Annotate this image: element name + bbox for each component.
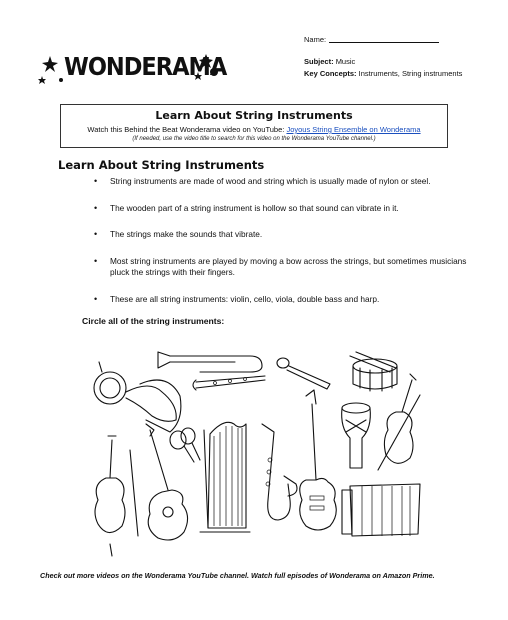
bullet-item: • Most string instruments are played by moving a bow across the strings, but sometimes musicians pluck the strings with their fingers.	[94, 256, 474, 279]
circle-instruction: Circle all of the string instruments:	[82, 316, 225, 326]
subject-label: Subject:	[304, 57, 334, 66]
harp-icon[interactable]	[200, 422, 250, 532]
accordion-icon[interactable]	[342, 484, 420, 536]
bullet-item: • The wooden part of a string instrument is hollow so that sound can vibrate in it.	[94, 203, 474, 215]
bullet-item: • String instruments are made of wood and string which is usually made of nylon or steel.	[94, 176, 474, 188]
subject-value: Music	[335, 57, 356, 66]
key-concepts-value: Instruments, String instruments	[358, 69, 463, 78]
djembe-icon[interactable]	[342, 403, 371, 468]
section-title: Learn About String Instruments	[58, 158, 265, 172]
video-link[interactable]: Joyous String Ensemble on Wonderama	[286, 125, 421, 134]
video-box-title: Learn About String Instruments	[155, 109, 353, 122]
bullet-item: • These are all string instruments: violin, cello, viola, double bass and harp.	[94, 294, 474, 306]
name-label: Name:	[304, 35, 327, 44]
electric-guitar-icon[interactable]	[300, 390, 337, 530]
footer-note: Check out more videos on the Wonderama YouTube channel. Watch full episodes of Wonderama on Amazon Prime.	[40, 571, 435, 580]
video-intro: Watch this Behind the Beat Wonderama video on YouTube:	[87, 125, 285, 134]
french-horn-icon[interactable]	[94, 362, 176, 421]
key-concepts-label: Key Concepts:	[304, 69, 357, 78]
clarinet-icon[interactable]	[193, 376, 265, 390]
maracas-icon[interactable]	[170, 428, 200, 462]
microphone-icon[interactable]	[277, 358, 330, 389]
guitar-icon[interactable]	[146, 424, 188, 540]
snare-drum-icon[interactable]	[350, 352, 397, 391]
bullet-item: • The strings make the sounds that vibrate.	[94, 229, 474, 241]
logo-text: WONDERAMA	[64, 52, 227, 81]
trombone-icon[interactable]	[158, 352, 262, 372]
video-note: (If needed, use the video title to search for this video on the Wonderama YouTube channel.)	[132, 136, 376, 142]
cello-icon[interactable]	[95, 436, 138, 556]
saxophone-icon[interactable]	[262, 424, 297, 520]
